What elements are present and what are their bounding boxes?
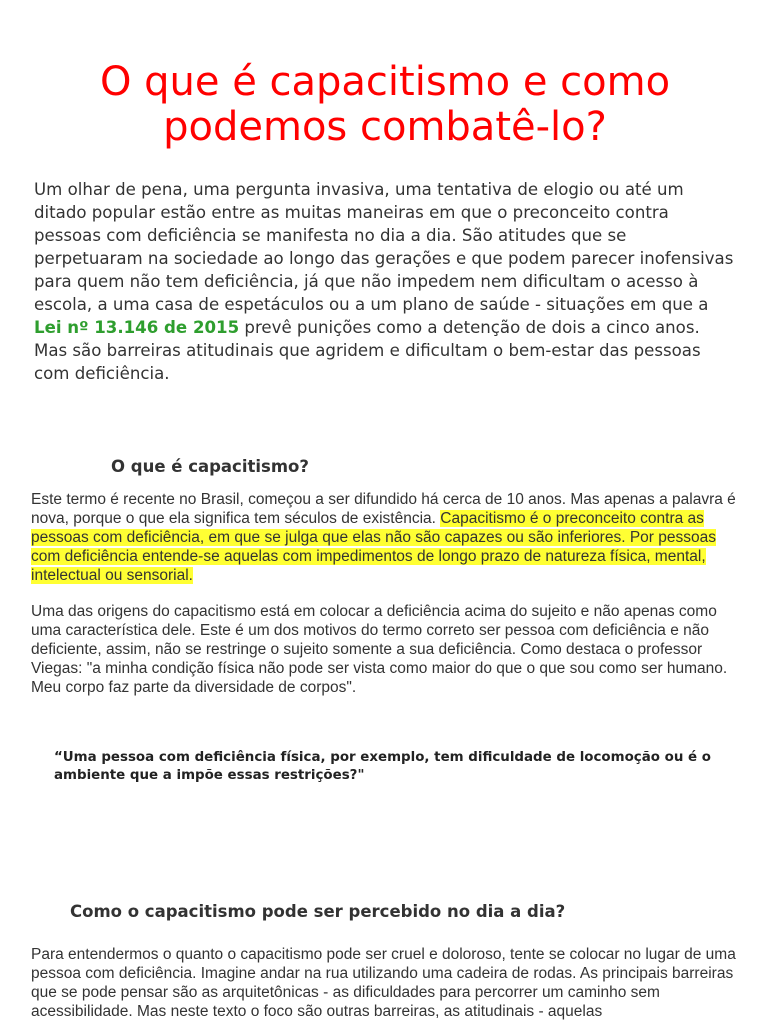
pull-quote: “Uma pessoa com deficiência física, por exemplo, tem dificuldade de locomoção ou é o ambiente que a impõe essas restrições?" bbox=[54, 750, 711, 783]
intro-text-start: Um olhar de pena, uma pergunta invasiva, uma tentativa de elogio ou até um ditado popular estão entre as muitas maneiras em que o preconceito contra pessoas com deficiência se manifesta no dia a dia. São atitudes que se perpetuaram na sociedade ao longo das gerações e que podem parecer inofensivas para quem não tem deficiência, já que não impedem nem dificultam o acesso à escola, a uma casa de espetáculos ou a um plano de saúde - situações em que a bbox=[34, 180, 734, 314]
page-title: O que é capacitismo e como podemos combatê-lo? bbox=[99, 59, 671, 150]
definition-paragraph bbox=[31, 490, 746, 585]
intro-paragraph bbox=[34, 178, 734, 339]
origins-paragraph: Uma das origens do capacitismo está em colocar a deficiência acima do sujeito e não apenas como uma característica dele. Este é um dos motivos do termo correto ser pessoa com deficiência e não deficiente, assim, não se restringe o sujeito somente a sua deficiência. Como destaca o professor Viegas: "a minha condição física não pode ser vista como maior do que o que sou como ser humano. Meu corpo faz parte da diversidade de corpos". bbox=[31, 603, 728, 696]
daily-life-paragraph: Para entendermos o quanto o capacitismo pode ser cruel e doloroso, tente se colocar no lugar de uma pessoa com deficiência. Imagine andar na rua utilizando uma cadeira de rodas. As principais barreiras que se pode pensar são as arquitetônicas - as dificuldades para percorrer um caminho sem acessibilidade. Mas neste texto o foco são outras barreiras, as atitudinais - aquelas bbox=[31, 946, 736, 1020]
highlighted-definition: Capacitismo é o preconceito contra as pessoas com deficiência, em que se julga que elas não são capazes ou são inferiores. Por pessoas com deficiência entende-se aquelas com impedimentos de longo prazo de natureza física, mental, intelectual ou sensorial. bbox=[31, 510, 716, 584]
law-link[interactable]: Lei nº 13.146 de 2015 bbox=[34, 318, 240, 337]
intro-text-end: prevê punições como a detenção de dois a cinco anos. bbox=[239, 318, 700, 337]
section-heading-what-is: O que é capacitismo? bbox=[111, 457, 309, 476]
section-heading-daily-life: Como o capacitismo pode ser percebido no dia a dia? bbox=[70, 902, 566, 921]
definition-plain-text: Este termo é recente no Brasil, começou a ser difundido há cerca de 10 anos. Mas apenas a palavra é nova, porque o que ela significa tem séculos de existência. bbox=[31, 491, 736, 527]
intro-text bbox=[34, 178, 734, 385]
intro-second-paragraph: Mas são barreiras atitudinais que agridem e dificultam o bem-estar das pessoas com deficiência. bbox=[34, 341, 701, 383]
